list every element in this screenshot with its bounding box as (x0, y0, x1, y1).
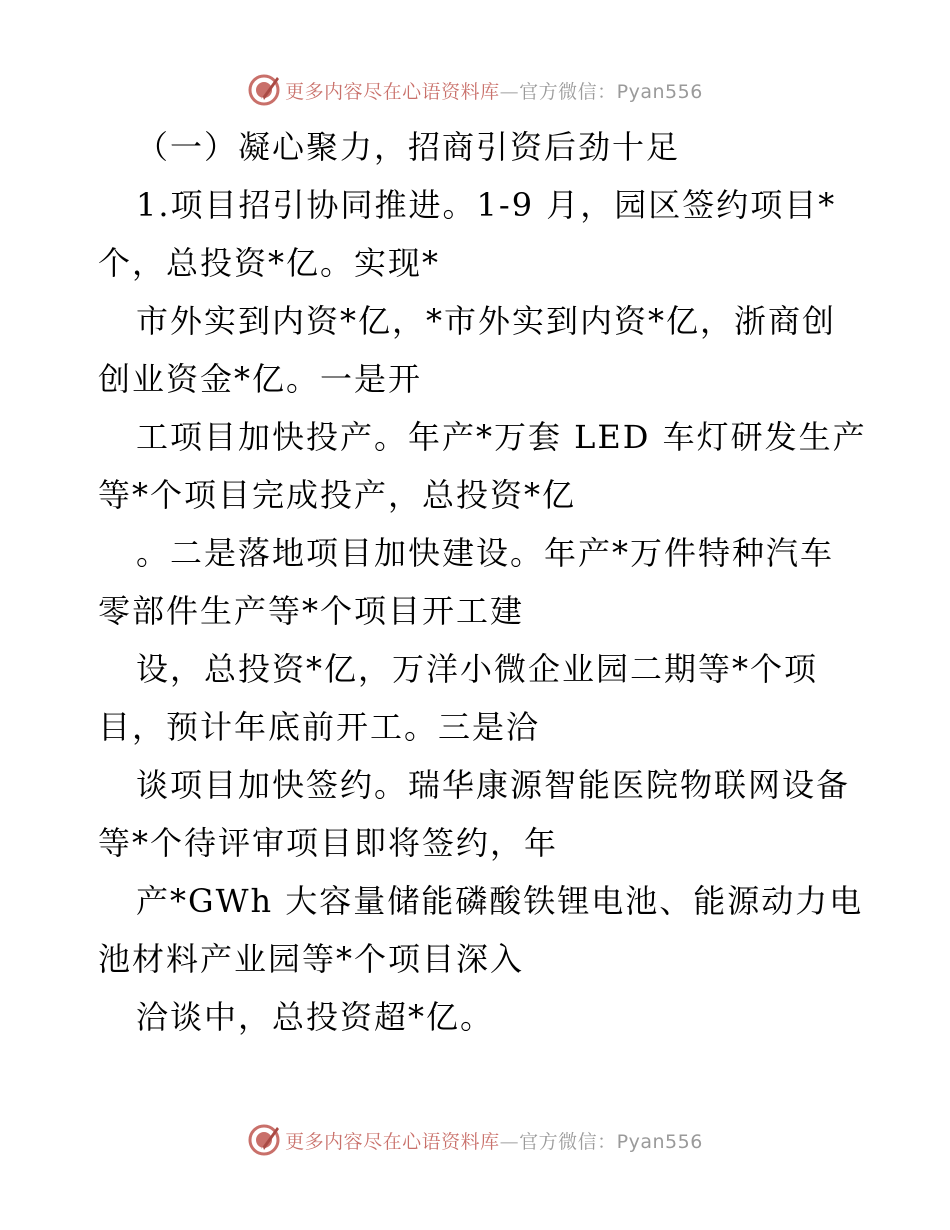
watermark-wechat: 官方微信：Pyan556 (519, 1130, 703, 1153)
paragraph-line: 。二是落地项目加快建设。年产*万件特种汽车 (136, 534, 835, 572)
quill-pen-seal-icon (247, 1123, 281, 1157)
watermark-wechat: 官方微信：Pyan556 (519, 80, 703, 103)
watermark-separator: — (499, 1130, 520, 1153)
paragraph-line: 零部件生产等*个项目开工建 (98, 592, 525, 630)
paragraph-line: 产*GWh 大容量储能磷酸铁锂电池、能源动力电 (136, 882, 864, 920)
watermark-text (285, 1127, 703, 1154)
paragraph-line: 个，总投资*亿。实现* (98, 244, 441, 282)
paragraph-line: 洽谈中，总投资超*亿。 (136, 998, 495, 1036)
paragraph-line: 等*个待评审项目即将签约，年 (98, 824, 559, 862)
section-heading: （一）凝心聚力，招商引资后劲十足 (136, 128, 681, 166)
header-watermark (0, 70, 950, 110)
paragraph-line: 市外实到内资*亿，*市外实到内资*亿，浙商创 (136, 302, 837, 340)
paragraph-line: 等*个项目完成投产，总投资*亿 (98, 476, 577, 514)
paragraph-line: 谈项目加快签约。瑞华康源智能医院物联网设备 (136, 766, 851, 804)
paragraph-line: 1.项目招引协同推进。1-9 月，园区签约项目* (136, 186, 837, 224)
quill-pen-seal-icon (247, 73, 281, 107)
paragraph-line: 工项目加快投产。年产*万套 LED 车灯研发生产 (136, 418, 867, 456)
document-body (98, 118, 867, 1046)
watermark-text (285, 77, 703, 104)
paragraph-line: 目，预计年底前开工。三是洽 (98, 708, 541, 746)
watermark-main: 更多内容尽在心语资料库 (285, 80, 500, 103)
paragraph-line: 创业资金*亿。一是开 (98, 360, 423, 398)
paragraph-line: 设，总投资*亿，万洋小微企业园二期等*个项 (136, 650, 819, 688)
paragraph-line: 池材料产业园等*个项目深入 (98, 940, 525, 978)
watermark-separator: — (499, 80, 520, 103)
watermark-main: 更多内容尽在心语资料库 (285, 1130, 500, 1153)
footer-watermark (0, 1120, 950, 1160)
